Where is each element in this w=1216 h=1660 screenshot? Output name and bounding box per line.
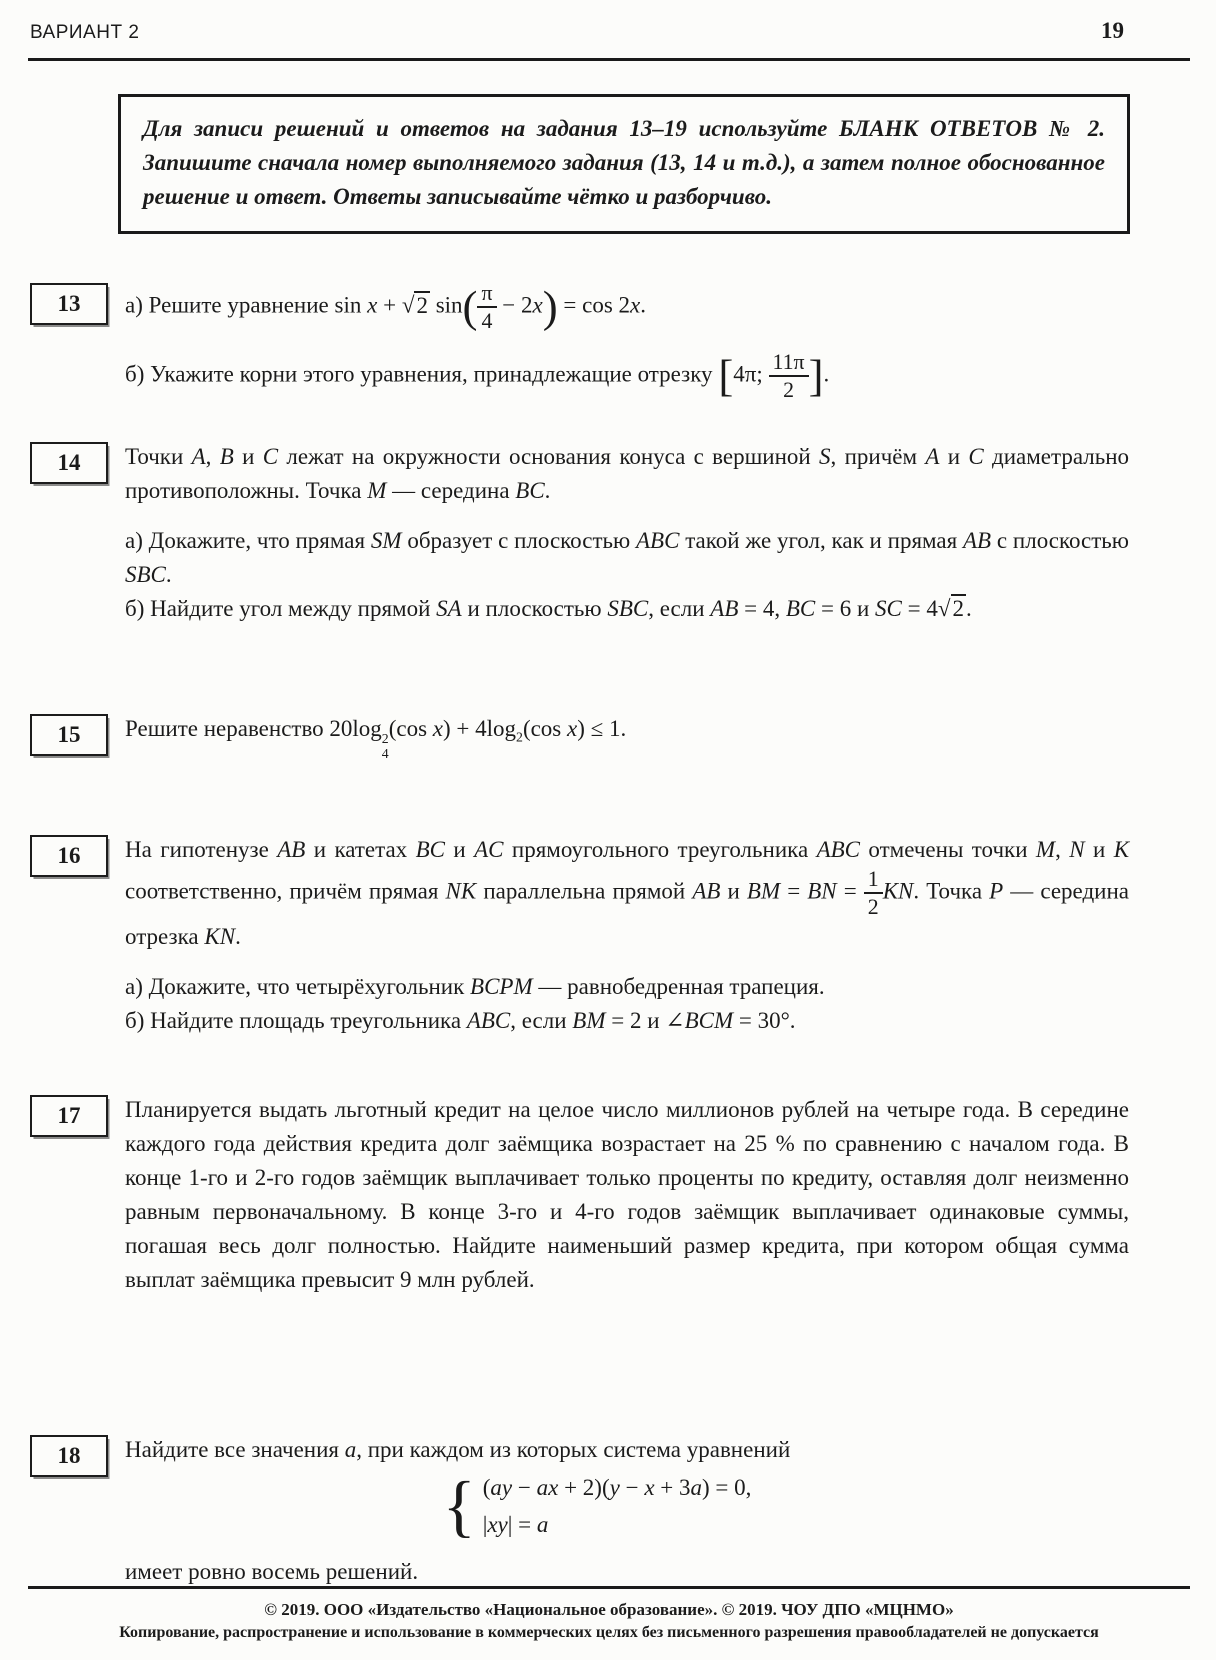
- task-13: [30, 281, 1129, 403]
- task-15-content: [125, 712, 1129, 761]
- task-15: [30, 712, 1129, 761]
- task-16-part-a: а) Докажите, что четырёхугольник BCPM — равнобедренная трапеция.: [125, 973, 825, 999]
- task-14-part-b: [125, 592, 1129, 626]
- text-run: KN. Точка P — середина отрезка KN.: [125, 878, 1129, 949]
- numerator: π: [477, 281, 496, 308]
- task-14-intro: Точки A, B и C лежат на окружности основания конуса с вершиной S, причём A и C диаметрально противоположны. Точка M — середина BC.: [125, 444, 1130, 503]
- text-run: = cos 2x.: [557, 292, 646, 318]
- task-16-number-box: [30, 835, 108, 877]
- task-13-part-b: [125, 350, 1129, 403]
- task-16-number: 16: [57, 843, 81, 868]
- variant-label: ВАРИАНТ 2: [30, 22, 140, 43]
- task-18-content: [125, 1433, 1129, 1589]
- task-14: [30, 440, 1129, 626]
- text-run: (cos x) ≤ 1.: [522, 716, 627, 741]
- page-footer: [28, 1586, 1190, 1644]
- text-run: б) Укажите корни этого уравнения, принадлежащие отрезку: [125, 361, 719, 387]
- equation-2: |xy| = a: [482, 1512, 549, 1537]
- text-run: .: [966, 596, 972, 621]
- page-number: 19: [1101, 18, 1124, 43]
- left-paren: (: [462, 281, 478, 332]
- task-15-number: 15: [57, 722, 81, 747]
- radical-sign: √: [401, 292, 415, 318]
- equation-1: (ay − ax + 2)(y − x + 3a) = 0,: [482, 1475, 752, 1500]
- task-18-intro: Найдите все значения a, при каждом из которых система уравнений: [125, 1437, 791, 1462]
- task-13-part-a: [125, 281, 1129, 334]
- spacer: [125, 954, 1129, 970]
- task-18-number-box: [30, 1435, 108, 1477]
- text-run: .: [823, 361, 830, 387]
- subscript: 2: [516, 729, 523, 745]
- denominator: 2: [867, 895, 879, 920]
- text-run: (cos x) + 4log: [388, 716, 517, 741]
- copy-restriction-line: Копирование, распространение и использование в коммерческих целях без письменного разрешения правообладателей не допускается: [119, 1624, 1099, 1641]
- superscript: 2: [381, 730, 389, 746]
- log-sup-sub: [382, 731, 389, 761]
- task-18-number: 18: [57, 1443, 81, 1468]
- task-18: [30, 1433, 1129, 1589]
- task-16: [30, 833, 1129, 1038]
- task-15-inequality: [125, 712, 1129, 761]
- right-paren: ): [542, 281, 558, 332]
- task-13-number-box: [30, 283, 108, 325]
- radicand: 2: [416, 292, 428, 318]
- radical-sign: √: [937, 596, 951, 621]
- task-17-number: 17: [57, 1103, 81, 1128]
- page-header: [30, 18, 1186, 44]
- fraction-11pi-2: [769, 350, 809, 403]
- equation-system: { (ay − ax + 2)(y − x + 3a) = 0, |xy| = a: [442, 1468, 752, 1544]
- fraction-pi-4: [477, 281, 496, 334]
- task-18-closing: имеет ровно восемь решений.: [125, 1559, 419, 1584]
- text-run: − 2x: [496, 292, 543, 318]
- fraction-1-2: [864, 867, 883, 920]
- numerator: 1: [864, 867, 883, 894]
- task-17: [30, 1093, 1129, 1297]
- text-run: а) Решите уравнение sin x +: [125, 292, 402, 318]
- right-bracket: ]: [808, 350, 824, 401]
- text-run: sin: [429, 292, 463, 318]
- sqrt-radical: [938, 594, 966, 621]
- radicand: 2: [952, 596, 964, 621]
- spacer: [125, 508, 1129, 524]
- task-14-part-a: а) Докажите, что прямая SM образует с плоскостью ABC такой же угол, как и прямая AB с плоскостью SBC.: [125, 528, 1129, 587]
- subscript: 4: [381, 746, 389, 762]
- task-13-number: 13: [57, 291, 81, 316]
- task-15-number-box: [30, 714, 108, 756]
- denominator: 2: [783, 378, 794, 403]
- task-14-content: [125, 440, 1129, 626]
- text-run: Решите неравенство 20log: [125, 716, 382, 741]
- task-14-number: 14: [57, 450, 81, 475]
- task-17-number-box: [30, 1095, 108, 1137]
- system-equations: [483, 1469, 752, 1543]
- task-16-content: [125, 833, 1129, 1038]
- task-13-content: [125, 281, 1129, 403]
- task-17-content: [125, 1093, 1129, 1297]
- text-run: На гипотенузе AB и катетах BC и AC прямоугольного треугольника ABC отмечены точки M, N и K соответственно, причём прямая NK параллельна прямой AB и BM = BN =: [125, 837, 1130, 904]
- copyright-line: © 2019. ООО «Издательство «Национальное образование». © 2019. ЧОУ ДПО «МЦНМО»: [264, 1600, 954, 1619]
- text-run: 4π;: [733, 361, 769, 387]
- task-14-number-box: [30, 442, 108, 484]
- instruction-box: [118, 94, 1130, 234]
- header-divider: [28, 58, 1190, 61]
- task-17-text: Планируется выдать льготный кредит на целое число миллионов рублей на четыре года. В середине каждого года действия кредита долг заёмщика возрастает на 25 % по сравнению с началом года. В конце 1-го и 2-го годов заёмщик выплачивает только проценты по кредиту, оставляя долг неизменно равным первоначальному. В конце 3-го и 4-го годов заёмщик выплачивает одинаковые суммы, погашая весь долг полностью. Найдите наименьший размер кредита, при котором общая сумма выплат заёмщика превысит 9 млн рублей.: [125, 1097, 1129, 1292]
- task-16-intro: [125, 833, 1129, 954]
- task-16-part-b: б) Найдите площадь треугольника ABC, если BM = 2 и ∠BCM = 30°.: [125, 1007, 796, 1033]
- instruction-text: Для записи решений и ответов на задания 13–19 используйте БЛАНК ОТВЕТОВ № 2. Запишите сначала номер выполняемого задания (13, 14 и т.д.), а затем полное обоснованное решение и ответ. Ответы записывайте чётко и разборчиво.: [143, 116, 1105, 209]
- left-bracket: [: [718, 350, 734, 401]
- numerator: 11π: [769, 350, 809, 377]
- denominator: 4: [481, 309, 493, 334]
- text-run: б) Найдите угол между прямой SA и плоскостью SBC, если AB = 4, BC = 6 и SC = 4: [125, 596, 938, 621]
- sqrt-radical: [402, 291, 430, 318]
